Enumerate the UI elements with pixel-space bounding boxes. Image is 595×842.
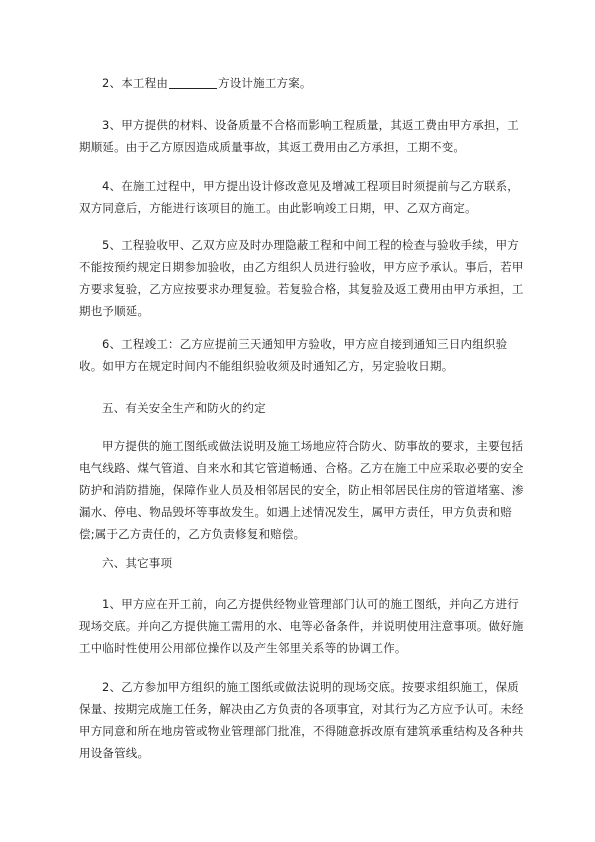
clause-2-prefix: 2、本工程由: [102, 76, 169, 90]
section-5-body: 甲方提供的施工图纸或做法说明及施工场地应符合防火、防事故的要求，主要包括电气线路、煤气管道、自来水和其它管道畅通、合格。乙方在施工中应采取必要的安全防护和消防措施，保障作业人员及相邻居民的安全，防止相邻居民住房的管道堵塞、渗漏水、停电、物品毁坏等事故发生。如遇上述情况发生，属甲方责任，甲方负责和赔偿;属于乙方责任的，乙方负责修复和赔偿。: [79, 439, 524, 541]
section-5-title: 五、有关安全生产和防火的约定: [102, 401, 266, 415]
clause-2-suffix: 方设计施工方案。: [218, 76, 312, 90]
designer-blank-field[interactable]: [169, 76, 217, 89]
clause-6: 6、工程竣工：乙方应提前三天通知甲方验收，甲方应自接到通知三日内组织验收。如甲方在规定时间内不能组织验收须及时通知乙方，另定验收日期。: [79, 337, 508, 373]
clause-4: 4、在施工过程中，甲方提出设计修改意见及增减工程项目时须提前与乙方联系，双方同意后，方能进行该项目的施工。由此影响竣工日期，甲、乙双方商定。: [79, 179, 520, 215]
section-6-item-1: 1、甲方应在开工前，向乙方提供经物业管理部门认可的施工图纸，并向乙方进行现场交底。并向乙方提供施工需用的水、电等必备条件，并说明使用注意事项。做好施工中临时性使用公用部位操作以及产生邻里关系等的协调工作。: [79, 597, 524, 655]
section-6-item-2: 2、乙方参加甲方组织的施工图纸或做法说明的现场交底。按要求组织施工，保质保量、按期完成施工任务，解决由乙方负责的各项事宜，对其行为乙方应予认可。未经甲方同意和所在地房管或物业管理部门批准，不得随意拆改原有建筑承重结构及各种共用设备管线。: [79, 680, 524, 760]
clause-5: 5、工程验收甲、乙双方应及时办理隐蔽工程和中间工程的检查与验收手续，甲方不能按预约规定日期参加验收，由乙方组织人员进行验收，甲方应予承认。事后，若甲方要求复验，乙方应按要求办理复验。若复验合格，其复验及返工费用由甲方承担，工期也予顺延。: [79, 238, 524, 318]
clause-2: [79, 72, 527, 94]
clause-3: 3、甲方提供的材料、设备质量不合格而影响工程质量，其返工费由甲方承担，工期顺延。由于乙方原因造成质量事故，其返工费用由乙方承担，工期不变。: [79, 118, 520, 154]
section-6-title: 六、其它事项: [102, 556, 173, 570]
